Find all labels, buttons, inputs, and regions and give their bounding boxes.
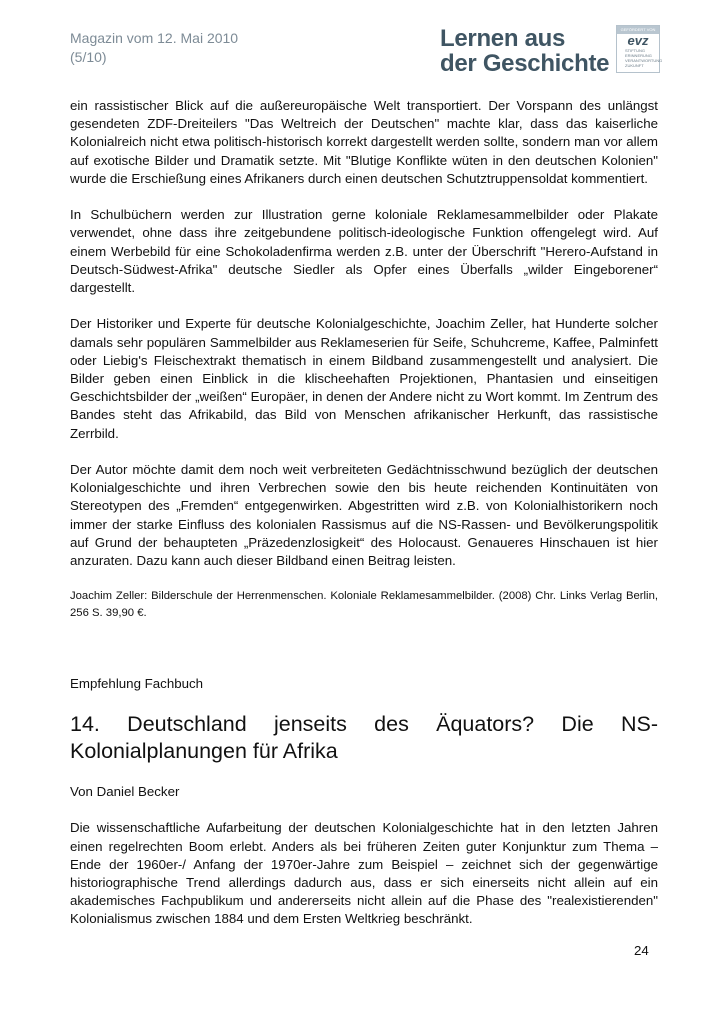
evz-logo-icon [616,25,663,73]
paragraph: Die wissenschaftliche Aufarbeitung der deutschen Kolonialgeschichte hat in den letzten Jahren einen regelrechten Boom erlebt. Anders als bei früheren Zeiten guter Konjunktur zum Thema – Ende der 1960er-/ Anfang der 1970er-Jahre zum Beispiel – zeichnet sich der gegenwärtige historiographische Trend allerdings dadurch aus, dass er sich einerseits nicht allein auf ein akademisches Fachpublikum und andererseits nicht allein auf die Phase des "realexistierenden" Kolonialismus zwischen 1884 und dem Ersten Weltkrieg beschränkt. [70,820,658,927]
issue-number: (5/10) [70,49,107,65]
book-reference: Joachim Zeller: Bilderschule der Herrenmenschen. Koloniale Reklamesammelbilder. (2008) Chr. Links Verlag Berlin, 256 S. 39,90 €. [70,590,658,619]
logo-subline: VERANTWORTUNG [625,58,663,63]
article-author: Von Daniel Becker [70,784,180,800]
brand-line-2: der Geschichte [440,50,610,77]
logo-funder-label: GEFÖRDERT VON [617,26,659,34]
magazine-date: Magazin vom 12. Mai 2010 [70,30,239,46]
brand-wordmark [440,26,609,76]
section-label: Empfehlung Fachbuch [70,676,204,692]
logo-subline: ZUKUNFT [625,63,644,68]
paragraph: Der Autor möchte damit dem noch weit verbreiteten Gedächtnisschwund bezüglich der deutschen Kolonialgeschichte und ihren Verbrechen sowie den bis heute reichenden Kontinuitäten von Stereotypen des „Fremden“ entgegenwirken. Abgestritten wird z.B. von Kolonialhistorikern noch immer der starke Einfluss des kolonialen Rassismus auf die NS-Rassen- und Bevölkerungspolitik auf Grund der behaupteten „Präzedenzlosigkeit“ des Holocaust. Genaueres Hinschauen ist hier anzuraten. Dazu kann auch dieser Bildband einen Beitrag leisten. [70,462,658,569]
page-number: 24 [634,943,649,958]
brand-line-1: Lernen aus [440,25,566,52]
article-body [70,97,658,929]
article-title: 14. Deutschland jenseits des Äquators? Die NS-Kolonialplanungen für Afrika [70,712,658,764]
paragraph: ein rassistischer Blick auf die außereuropäische Welt transportiert. Der Vorspann des unlängst gesendeten ZDF-Dreiteilers "Das Weltreich der Deutschen" machte klar, dass das kaiserliche Kolonialreich nicht etwa politisch-historisch korrekt dargestellt werden sollte, sondern man vor allem auf exotische Bilder und Dramatik setzte. Mit "Blutige Konflikte wüten in den deutschen Kolonien" wurde die Erschießung eines Afrikaners durch einen deutschen Schutztruppensoldat kommentiert. [70,98,658,186]
paragraph: Der Historiker und Experte für deutsche Kolonialgeschichte, Joachim Zeller, hat Hunderte solcher damals sehr populären Sammelbilder aus Reklameserien für Seife, Schuhcreme, Kaffee, Palminfett oder Liebig's Fleischextrakt thematisch in einem Bildband zusammengestellt und analysiert. Die Bilder geben einen Einblick in die klischeehaften Projektionen, Phantasien und einseitigen Geschichtsbilder der „weißen“ Europäer, in denen der Andere nicht zu Wort kommt. Im Zentrum des Bandes steht das Afrikabild, das Bild von Menschen afrikanischer Herkunft, das rassistische Zerrbild. [70,316,658,441]
paragraph: In Schulbüchern werden zur Illustration gerne koloniale Reklamesammelbilder oder Plakate verwendet, ohne dass ihre zeitgebundene politisch-ideologische Funktion offengelegt wird. Auf einem Werbebild für eine Schokoladenfirma werden z.B. unter der Überschrift "Herero-Aufstand in Deutsch-Südwest-Afrika" deutsche Siedler als Opfer eines Überfalls „wilder Eingeborener“ dargestellt. [70,207,658,296]
logo-evz-text: evz [627,33,649,48]
logo-subline: ERINNERUNG [625,53,652,58]
logo-subline: STIFTUNG [625,48,645,53]
page-header [70,29,238,67]
